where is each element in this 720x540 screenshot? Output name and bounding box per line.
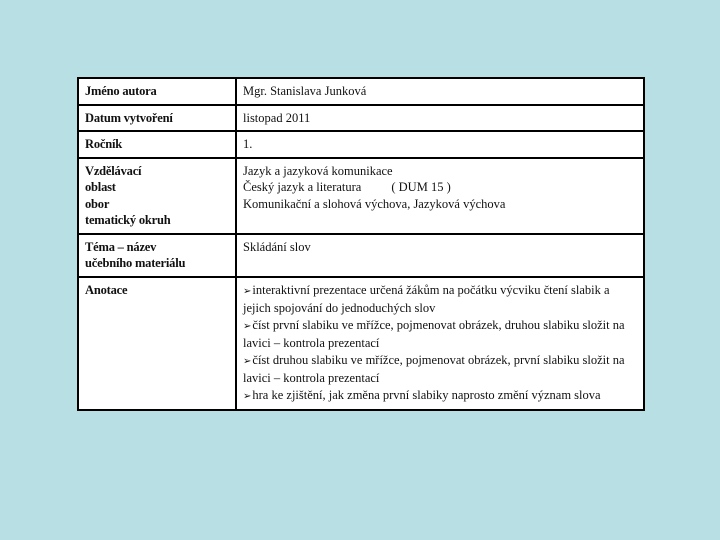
author-label: Jméno autora <box>78 78 236 105</box>
area-label-line: obor <box>85 196 110 211</box>
table-row-grade <box>78 131 644 158</box>
arrow-bullet-icon: ➢ <box>243 285 252 297</box>
area-value-line: Komunikační a slohová výchova, Jazyková výchova <box>243 196 506 211</box>
area-label-line: tematický okruh <box>85 213 171 227</box>
area-value-line: Jazyk a jazyková komunikace <box>243 163 393 178</box>
annotation-label: Anotace <box>78 277 236 411</box>
area-label-line: oblast <box>85 180 116 194</box>
topic-label-line: Téma – název <box>85 239 157 254</box>
table-row-topic <box>78 234 644 277</box>
annotation-item <box>243 317 637 352</box>
metadata-table <box>77 77 645 411</box>
date-label: Datum vytvoření <box>78 105 236 132</box>
annotation-item <box>243 352 637 387</box>
table-row-area <box>78 158 644 234</box>
area-label-line: Vzdělávací <box>85 163 142 178</box>
author-value: Mgr. Stanislava Junková <box>236 78 644 105</box>
date-value: listopad 2011 <box>236 105 644 132</box>
topic-label-line: učebního materiálu <box>85 256 186 270</box>
annotation-item <box>243 282 637 317</box>
annotation-item-text: hra ke zjištění, jak změna první slabiky naprosto změní význam slova <box>252 387 601 402</box>
arrow-bullet-icon: ➢ <box>243 355 252 367</box>
dum-number: ( DUM 15 ) <box>391 180 451 194</box>
topic-value: Skládání slov <box>236 234 644 277</box>
grade-label: Ročník <box>78 131 236 158</box>
table-row-author <box>78 78 644 105</box>
annotation-value <box>236 277 644 411</box>
annotation-item-text: číst první slabiku ve mřížce, pojmenovat obrázek, druhou slabiku složit na lavici – kontrola prezentací <box>243 317 625 350</box>
grade-value: 1. <box>236 131 644 158</box>
subject-name: Český jazyk a literatura <box>243 180 362 194</box>
arrow-bullet-icon: ➢ <box>243 320 252 332</box>
annotation-item-text: interaktivní prezentace určená žákům na počátku výcviku čtení slabik a jejich spojování do jednoduchých slov <box>243 282 610 315</box>
annotation-item-text: číst druhou slabiku ve mřížce, pojmenovat obrázek, první slabiku složit na lavici – kontrola prezentací <box>243 352 625 385</box>
area-label <box>78 158 236 234</box>
table-row-date <box>78 105 644 132</box>
area-value-line <box>243 179 637 196</box>
arrow-bullet-icon: ➢ <box>243 390 252 402</box>
topic-label <box>78 234 236 277</box>
annotation-item <box>243 387 637 406</box>
table-row-annotation <box>78 277 644 411</box>
area-value <box>236 158 644 234</box>
